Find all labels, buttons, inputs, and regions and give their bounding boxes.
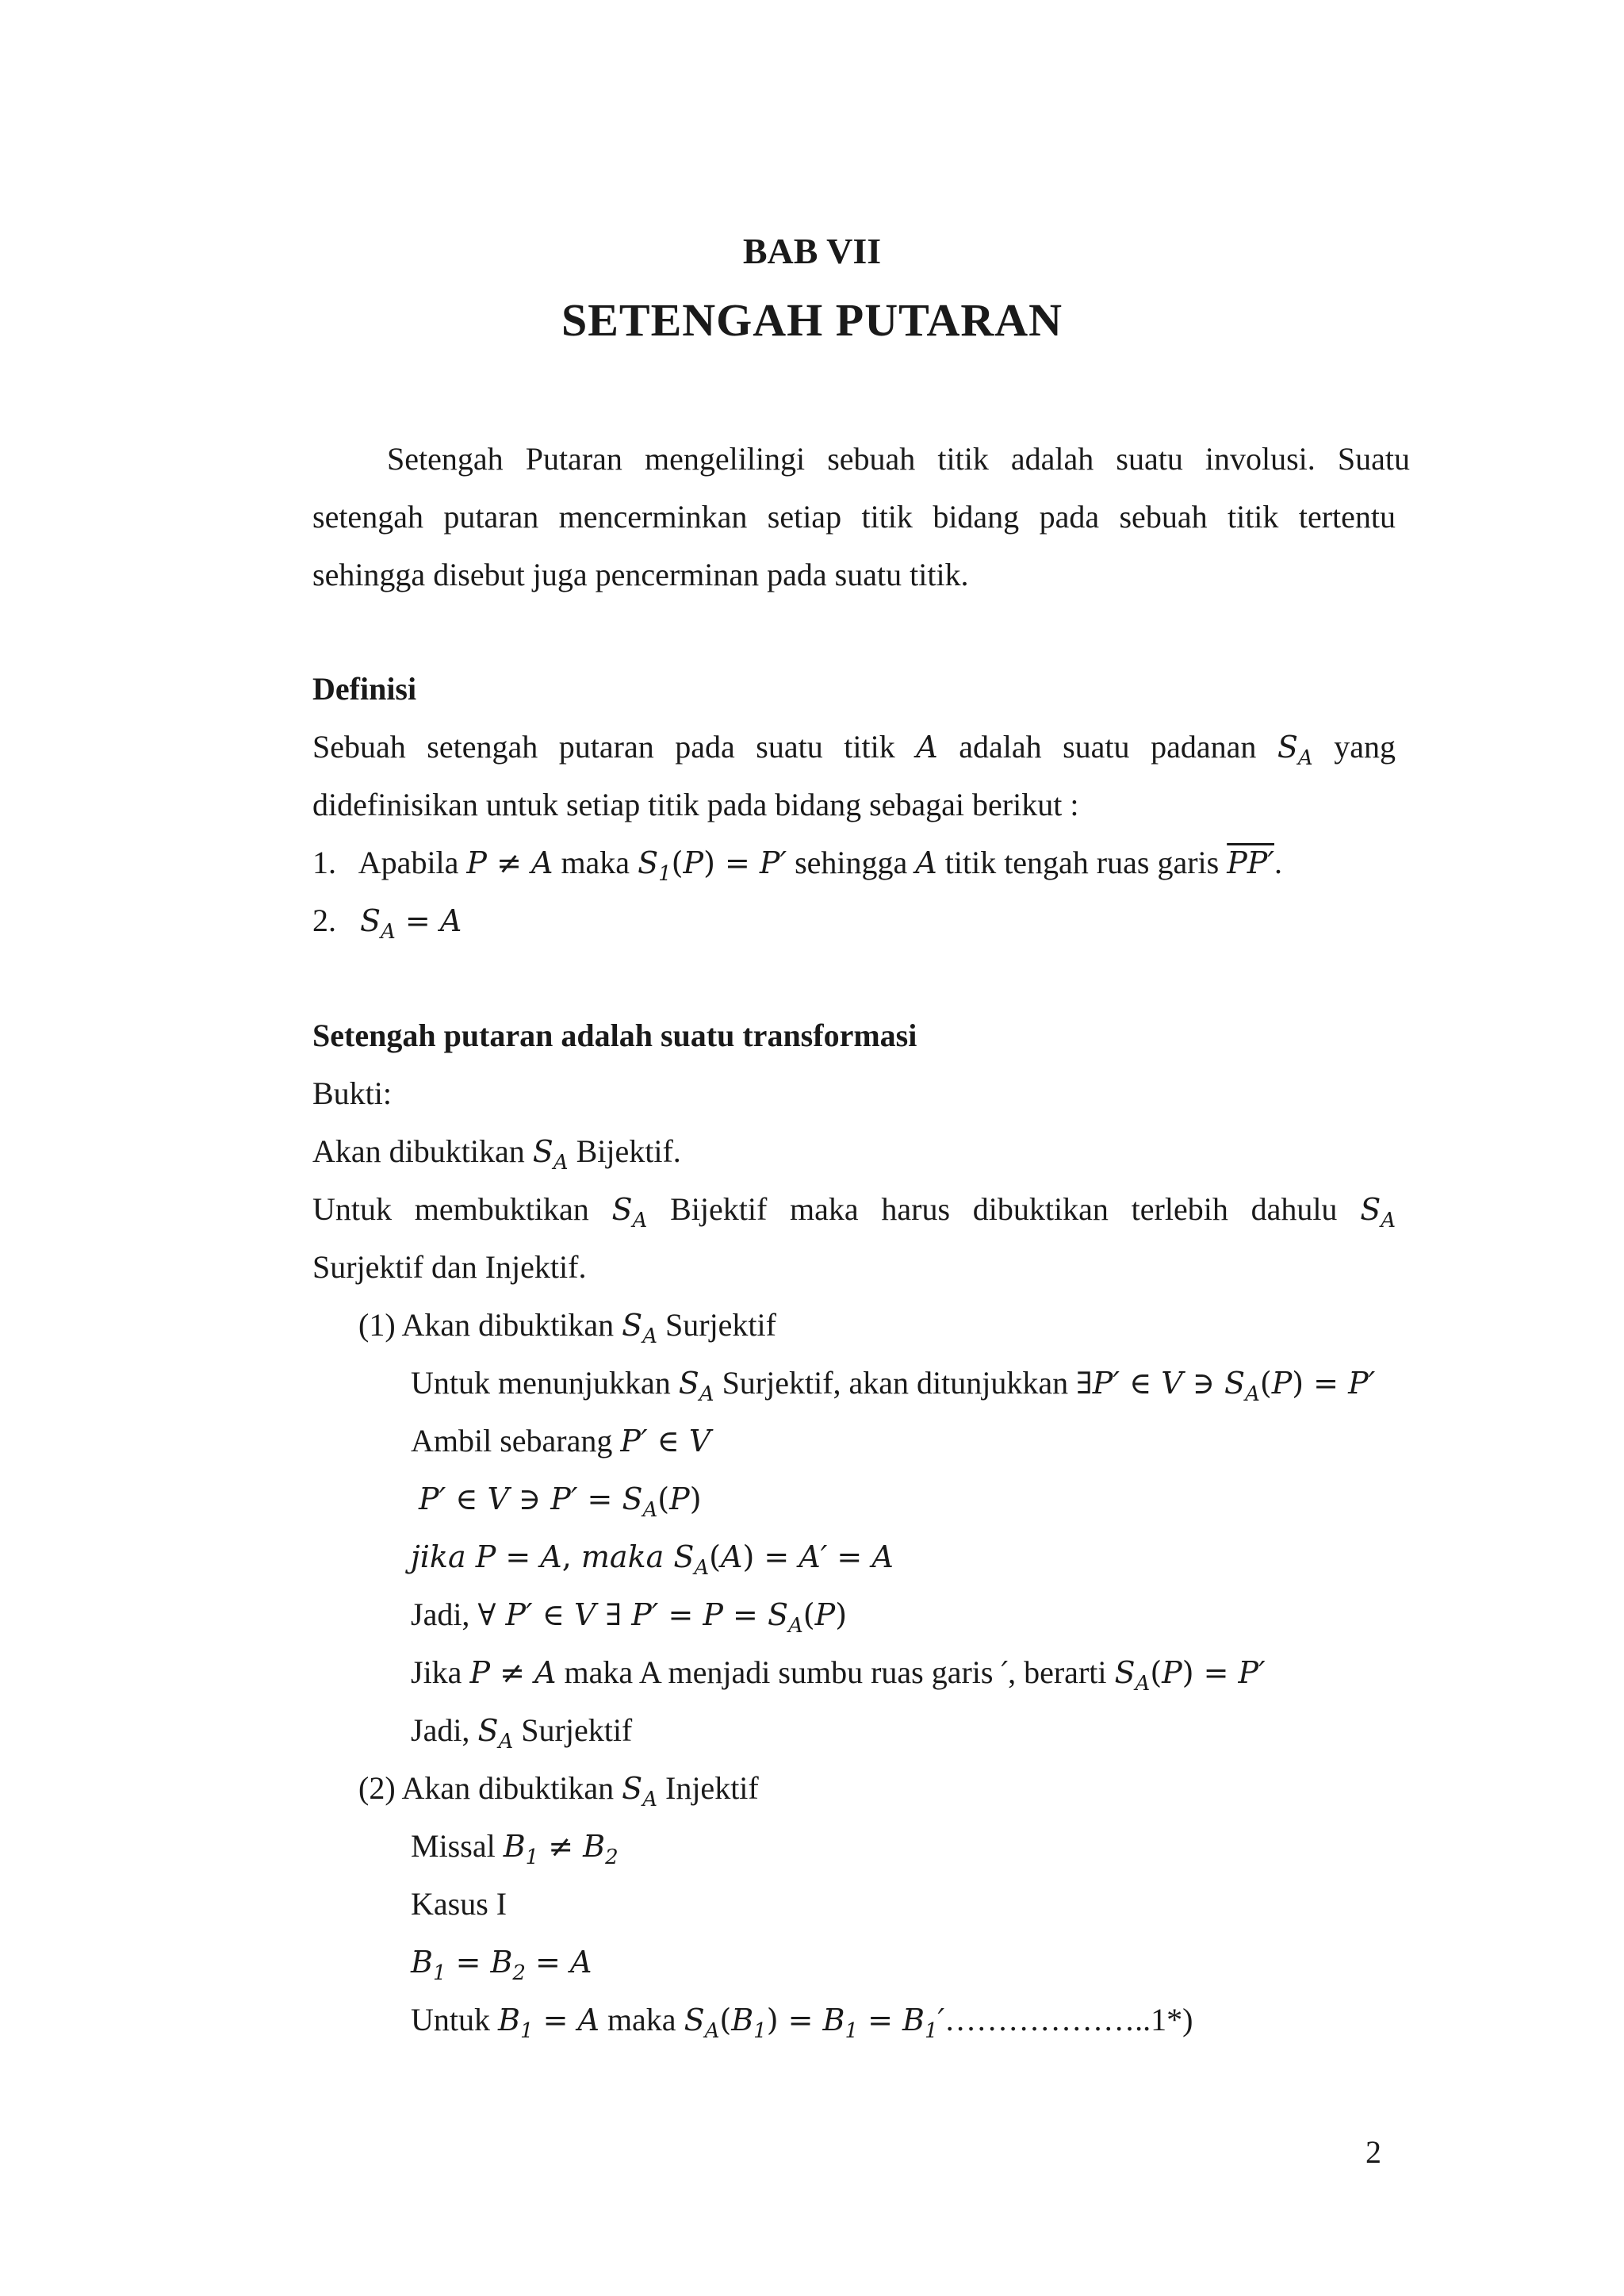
page-number: 2 — [1365, 2134, 1381, 2170]
part1-line-2: Ambil sebarang P′ ∈ V — [411, 1423, 711, 1458]
bukti-label: Bukti: — [312, 1075, 393, 1111]
part1-line-1: Untuk menunjukkan $S_A$ Surjektif, akan ditunjukkan ∃P′ ∈ V ∋ $S_A(P) = P'$ — [411, 1365, 1376, 1406]
bijektif-claim: Akan dibuktikan $S_A$ Bijektif. — [312, 1133, 681, 1175]
part1-line-3: P′ ∈ V ∋ $P' = S_A(P)$ — [419, 1481, 702, 1522]
part2-title: (2) Akan dibuktikan $S_A$ Injektif — [358, 1770, 759, 1811]
intro-line-1: Setengah Putaran mengelilingi sebuah titik adalah suatu involusi. Suatu — [387, 441, 1410, 477]
part2-equation: $B_1 = B_2 = A$ — [411, 1945, 592, 1985]
definisi-item-2: 2. $S_A = A$ — [312, 903, 462, 944]
definisi-line-1: Sebuah setengah putaran pada suatu titik A adalah suatu padanan $S_A$ yang — [312, 729, 1396, 770]
part1-title: (1) Akan dibuktikan $S_A$ Surjektif — [358, 1307, 776, 1348]
part1-line-4: jika P = A, maka $S_A(A) = A' = A$ — [411, 1539, 894, 1580]
bijektif-line: Untuk membuktikan $S_A$ Bijektif maka harus dibuktikan terlebih dahulu $S_A$ — [312, 1191, 1396, 1232]
definisi-line-2: didefinisikan untuk setiap titik pada bidang sebagai berikut : — [312, 787, 1079, 822]
part1-line-5: Jadi, ∀ P′ ∈ V ∃ $P' = P = S_A(P)$ — [411, 1596, 848, 1638]
part2-untuk: Untuk $B_1 = A$ maka $S_A(B_1) = B_1$ = $B_1'\dots\dots\dots\dots\dots\dots..1*$) — [411, 2002, 1193, 2043]
definisi-item-1: 1. Apabila P ≠ A maka $S_1(P) = P'$ sehingga A titik tengah ruas garis PP′. — [312, 845, 1282, 886]
part2-missal: Missal $B_1 \ne B_2$ — [411, 1828, 619, 1869]
transform-heading: Setengah putaran adalah suatu transformasi — [312, 1018, 917, 1053]
part2-kasus: Kasus I — [411, 1886, 508, 1922]
intro-line-2: setengah putaran mencerminkan setiap titik bidang pada sebuah titik tertentu — [312, 499, 1396, 535]
part1-line-7: Jadi, $S_A$ Surjektif — [411, 1712, 633, 1754]
chapter-title: SETENGAH PUTARAN — [561, 294, 1063, 346]
chapter-label: BAB VII — [742, 231, 882, 271]
intro-line-3: sehingga disebut juga pencerminan pada suatu titik. — [312, 557, 969, 592]
surj-inj-line: Surjektif dan Injektif. — [312, 1249, 587, 1285]
definisi-heading: Definisi — [312, 671, 417, 707]
part1-line-6: Jika P ≠ A maka A menjadi sumbu ruas garis ′, berarti $S_A(P) = P'$ — [411, 1654, 1266, 1696]
